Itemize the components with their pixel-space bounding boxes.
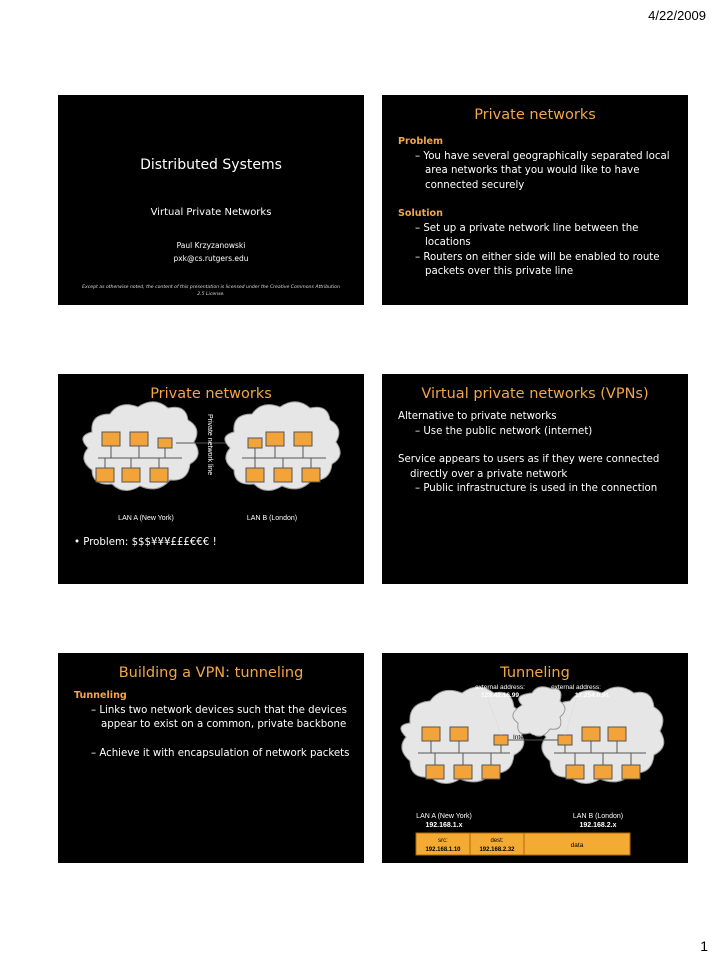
dest-label: dest: bbox=[490, 838, 504, 844]
problem-item: – You have several geographically separated local area networks that you would like to have connected securely bbox=[415, 150, 670, 191]
solution-item: – Set up a private network line between the locations bbox=[415, 222, 639, 248]
slide-body bbox=[398, 410, 678, 497]
private-network-diagram bbox=[58, 374, 364, 584]
ext-ip-b: 17.254.0.91 bbox=[574, 692, 610, 699]
private-line-label: Private network line bbox=[206, 414, 213, 476]
body-line: Service appears to users as if they were connected directly over a private network bbox=[398, 454, 660, 480]
presentation-subtitle: Virtual Private Networks bbox=[150, 207, 272, 218]
slide-building-vpn bbox=[58, 653, 364, 863]
lan-b-net: 192.168.2.x bbox=[579, 822, 617, 829]
tunneling-heading: Tunneling bbox=[74, 690, 127, 701]
body-subitem: – Public infrastructure is used in the connection bbox=[415, 483, 658, 494]
slide-heading: Virtual private networks (VPNs) bbox=[421, 386, 649, 402]
lan-a-cloud bbox=[83, 402, 198, 491]
ext-ip-a: 129.42.16.99 bbox=[481, 692, 519, 699]
ext-label-b: external address: bbox=[551, 684, 601, 691]
tunneling-diagram bbox=[382, 653, 688, 863]
solution-item: – Routers on either side will be enabled to route packets over this private line bbox=[415, 251, 660, 277]
slide-heading: Private networks bbox=[474, 107, 596, 123]
slide-heading: Private networks bbox=[150, 386, 272, 402]
lan-a-cloud bbox=[401, 687, 524, 784]
lan-b-label: LAN B (London) bbox=[246, 515, 298, 522]
slide-title bbox=[58, 95, 364, 305]
tunneling-item: – Links two network devices such that the devices appear to exist on a common, private backbone bbox=[91, 704, 347, 730]
problem-bullet: • Problem: $$$¥¥¥£££€€€ ! bbox=[74, 537, 217, 548]
author-block bbox=[58, 239, 364, 265]
author-email: pxk@cs.rutgers.edu bbox=[173, 254, 249, 263]
slide-heading: Building a VPN: tunneling bbox=[118, 665, 304, 681]
lan-b-label: LAN B (London) bbox=[572, 813, 624, 820]
body-line: Alternative to private networks bbox=[398, 411, 557, 422]
lan-a-label: LAN A (New York) bbox=[118, 515, 174, 522]
slide-private-networks bbox=[382, 95, 688, 305]
print-date: 4/22/2009 bbox=[648, 8, 706, 23]
slide-tunneling bbox=[382, 653, 688, 863]
body-subitem: – Use the public network (internet) bbox=[415, 425, 593, 437]
dest-ip: 192.168.2.32 bbox=[479, 847, 515, 853]
lan-a-net: 192.168.1.x bbox=[425, 822, 463, 829]
author-name: Paul Krzyzanowski bbox=[176, 241, 246, 250]
tunneling-item: – Achieve it with encapsulation of network packets bbox=[91, 747, 350, 759]
lan-b-cloud bbox=[225, 402, 340, 491]
solution-heading: Solution bbox=[398, 208, 443, 219]
encapsulated-packet bbox=[416, 833, 630, 855]
page-number: 1 bbox=[700, 938, 708, 954]
data-label: data bbox=[570, 842, 584, 849]
slide-heading: Tunneling bbox=[500, 665, 570, 681]
problem-heading: Problem bbox=[398, 136, 444, 147]
ext-label-a: external address: bbox=[475, 684, 525, 691]
src-ip: 192.168.1.10 bbox=[425, 847, 461, 853]
slide-private-networks-diagram bbox=[58, 374, 364, 584]
license-note: Except as otherwise noted, the content of this presentation is licensed under the Creative Commons Attribution 2.5 License. bbox=[82, 285, 340, 297]
slide-vpns bbox=[382, 374, 688, 584]
slide-body bbox=[398, 135, 678, 280]
presentation-title: Distributed Systems bbox=[140, 157, 282, 173]
slide-body bbox=[74, 689, 354, 761]
internet-label: Internet bbox=[512, 734, 536, 741]
internet-cloud bbox=[513, 687, 565, 736]
lan-a-label: LAN A (New York) bbox=[416, 813, 472, 820]
src-label: src: bbox=[438, 838, 448, 844]
